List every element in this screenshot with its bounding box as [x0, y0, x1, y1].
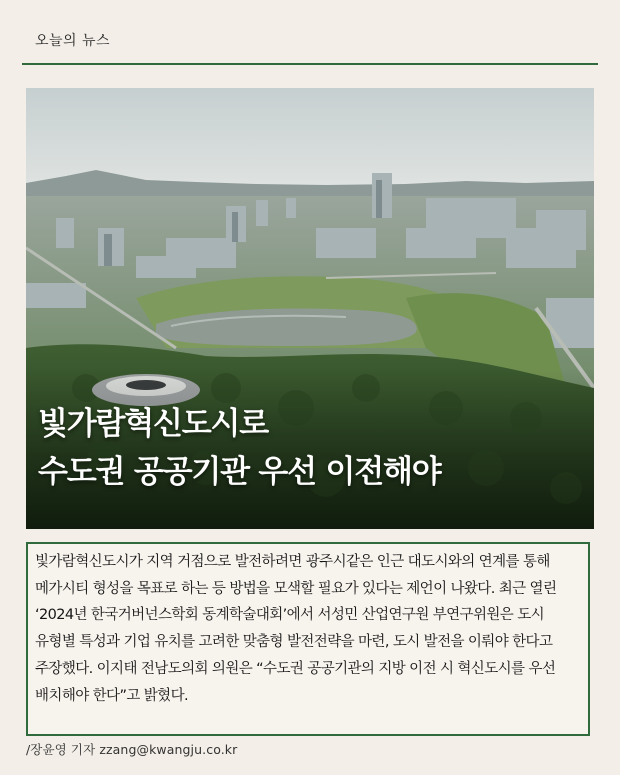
article-body: 빛가람혁신도시가 지역 거점으로 발전하려면 광주시같은 인근 대도시와의 연계를 통해 메가시티 형성을 목표로 하는 등 방법을 모색할 필요가 있다는 제언이 나왔다. 최근 열린 ‘2024년 한국거버넌스학회 동계학술대회’에서 서성민 산업연구원 부연구위원은 도시 유형별 특성과 기업 유치를 고려한 맞춤형 발전전략을 마련, 도시 발전을 이뤄야 한다고 주장했다. 이지태 전남도의회 의원은 “수도권 공공기관의 지방 이전 시 혁신도시를 우선 배치해야 한다”고 밝혔다.: [35, 554, 557, 704]
page-title: 오늘의 뉴스: [35, 33, 111, 49]
headline-line-1: 빛가람혁신도시로: [38, 406, 268, 442]
header-divider: [22, 63, 598, 65]
headline-line-2: 수도권 공공기관 우선 이전해야: [38, 454, 441, 490]
article-byline: /장윤영 기자 zzang@kwangju.co.kr: [26, 742, 238, 757]
article-body-box: [26, 542, 590, 736]
article-headline: [38, 400, 440, 496]
